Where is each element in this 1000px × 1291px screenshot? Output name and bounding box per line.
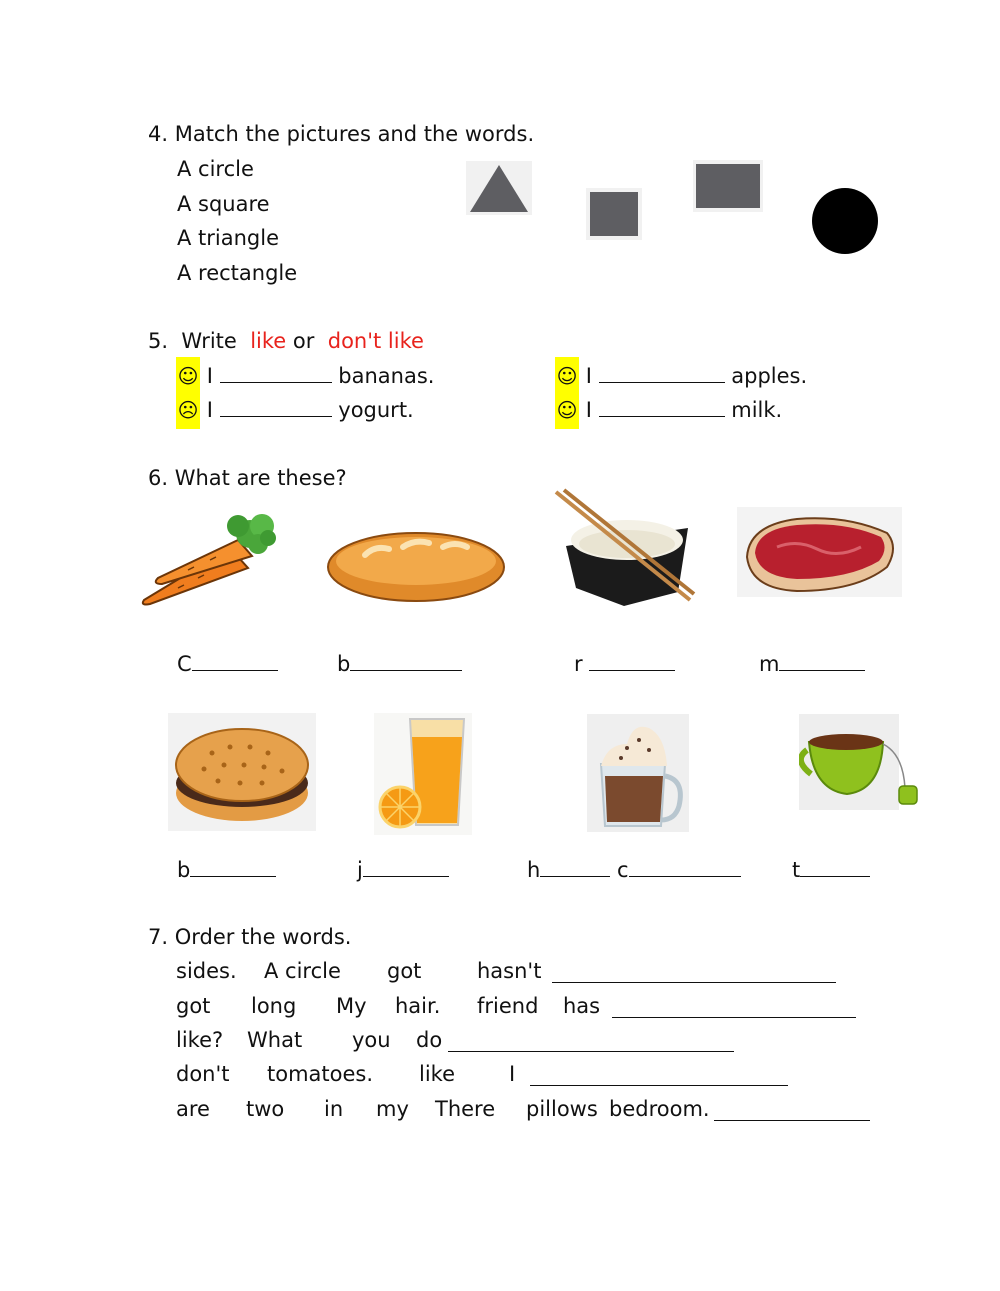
q7-line-4-word: tomatoes. bbox=[267, 1062, 374, 1086]
square-shape bbox=[586, 188, 642, 240]
answer-blank[interactable] bbox=[552, 962, 836, 983]
happy-face-icon: ☺ bbox=[176, 357, 200, 395]
q6-answer-5: b bbox=[177, 856, 276, 883]
q4-word-circle: A circle bbox=[177, 157, 254, 181]
answer-blank[interactable] bbox=[540, 856, 610, 877]
q7-line-4-word: I bbox=[509, 1062, 516, 1086]
q6-answer-8: t bbox=[792, 856, 870, 883]
answer-blank[interactable] bbox=[800, 856, 870, 877]
rectangle-shape bbox=[693, 160, 763, 212]
answer-blank[interactable] bbox=[350, 650, 462, 671]
q7-line-5-word: two bbox=[246, 1097, 285, 1121]
happy-face-icon: ☺ bbox=[555, 391, 579, 429]
q7-line-2-word: friend bbox=[477, 994, 539, 1018]
q7-line-3-word: What bbox=[247, 1028, 303, 1052]
triangle-shape bbox=[466, 161, 532, 215]
biscuit-picture bbox=[168, 713, 316, 831]
q7-line-3-word: you bbox=[352, 1028, 391, 1052]
q4-word-rectangle: A rectangle bbox=[177, 261, 298, 285]
answer-blank[interactable] bbox=[599, 362, 725, 383]
answer-blank[interactable] bbox=[192, 650, 278, 671]
answer-blank[interactable] bbox=[363, 856, 449, 877]
q7-line-1: sides. bbox=[176, 959, 237, 983]
q7-line-4-word: don't bbox=[176, 1062, 230, 1086]
answer-blank[interactable] bbox=[220, 362, 332, 383]
q7-line-2-word: hair. bbox=[395, 994, 441, 1018]
circle-shape bbox=[811, 187, 879, 255]
q7-line-4-word: like bbox=[419, 1062, 456, 1086]
q7-line-3-word: like? bbox=[176, 1028, 224, 1052]
q6-title: 6. What are these? bbox=[148, 466, 347, 490]
tea-picture bbox=[799, 714, 921, 810]
like-word: like bbox=[250, 329, 287, 353]
q7-line-5-word: my bbox=[376, 1097, 409, 1121]
q6-answer-3: r bbox=[574, 650, 675, 677]
q7-line-1-word: got bbox=[387, 959, 422, 983]
q7-line-5-word: are bbox=[176, 1097, 210, 1121]
q6-answer-1: C bbox=[177, 650, 278, 677]
q7-line-2-word: has bbox=[563, 994, 601, 1018]
q7-line-2-word: got bbox=[176, 994, 211, 1018]
answer-blank[interactable] bbox=[612, 997, 856, 1018]
answer-blank[interactable] bbox=[599, 396, 725, 417]
q6-answer-6: j bbox=[357, 856, 449, 883]
q4-word-square: A square bbox=[177, 192, 270, 216]
q7-line-2-word: long bbox=[251, 994, 297, 1018]
q7-line-2-word: My bbox=[336, 994, 367, 1018]
dont-like-word: don't like bbox=[327, 329, 424, 353]
answer-blank[interactable] bbox=[779, 650, 865, 671]
sad-face-icon: ☹ bbox=[176, 391, 200, 429]
answer-blank[interactable] bbox=[530, 1065, 788, 1086]
q5-item-bananas: ☺ I bananas. bbox=[176, 357, 434, 395]
q6-answer-7: h c bbox=[527, 856, 741, 883]
answer-blank[interactable] bbox=[714, 1100, 870, 1121]
answer-blank[interactable] bbox=[629, 856, 741, 877]
q7-line-3-word: do bbox=[416, 1028, 443, 1052]
hot-chocolate-picture bbox=[587, 714, 689, 832]
answer-blank[interactable] bbox=[589, 650, 675, 671]
rice-picture bbox=[552, 488, 702, 608]
q5-instruction: 5. Write like or don't like bbox=[148, 329, 424, 353]
answer-blank[interactable] bbox=[190, 856, 276, 877]
q5-item-milk: ☺ I milk. bbox=[555, 391, 782, 429]
q7-line-1-word: A circle bbox=[264, 959, 341, 983]
happy-face-icon: ☺ bbox=[555, 357, 579, 395]
carrots-picture bbox=[138, 508, 276, 612]
q5-item-apples: ☺ I apples. bbox=[555, 357, 807, 395]
q7-line-5-word: bedroom. bbox=[609, 1097, 710, 1121]
q7-line-1-word: hasn't bbox=[477, 959, 542, 983]
q6-answer-4: m bbox=[759, 650, 865, 677]
q5-item-yogurt: ☹ I yogurt. bbox=[176, 391, 414, 429]
juice-picture bbox=[374, 713, 472, 835]
q7-line-5-word: in bbox=[324, 1097, 344, 1121]
bread-picture bbox=[325, 525, 507, 605]
answer-blank[interactable] bbox=[220, 396, 332, 417]
q7-line-5-word: There bbox=[435, 1097, 496, 1121]
meat-picture bbox=[737, 507, 902, 597]
q7-title: 7. Order the words. bbox=[148, 925, 352, 949]
q7-line-5-word: pillows bbox=[526, 1097, 598, 1121]
q6-answer-2: b bbox=[337, 650, 462, 677]
q4-title: 4. Match the pictures and the words. bbox=[148, 122, 535, 146]
answer-blank[interactable] bbox=[448, 1031, 734, 1052]
q4-word-triangle: A triangle bbox=[177, 226, 280, 250]
